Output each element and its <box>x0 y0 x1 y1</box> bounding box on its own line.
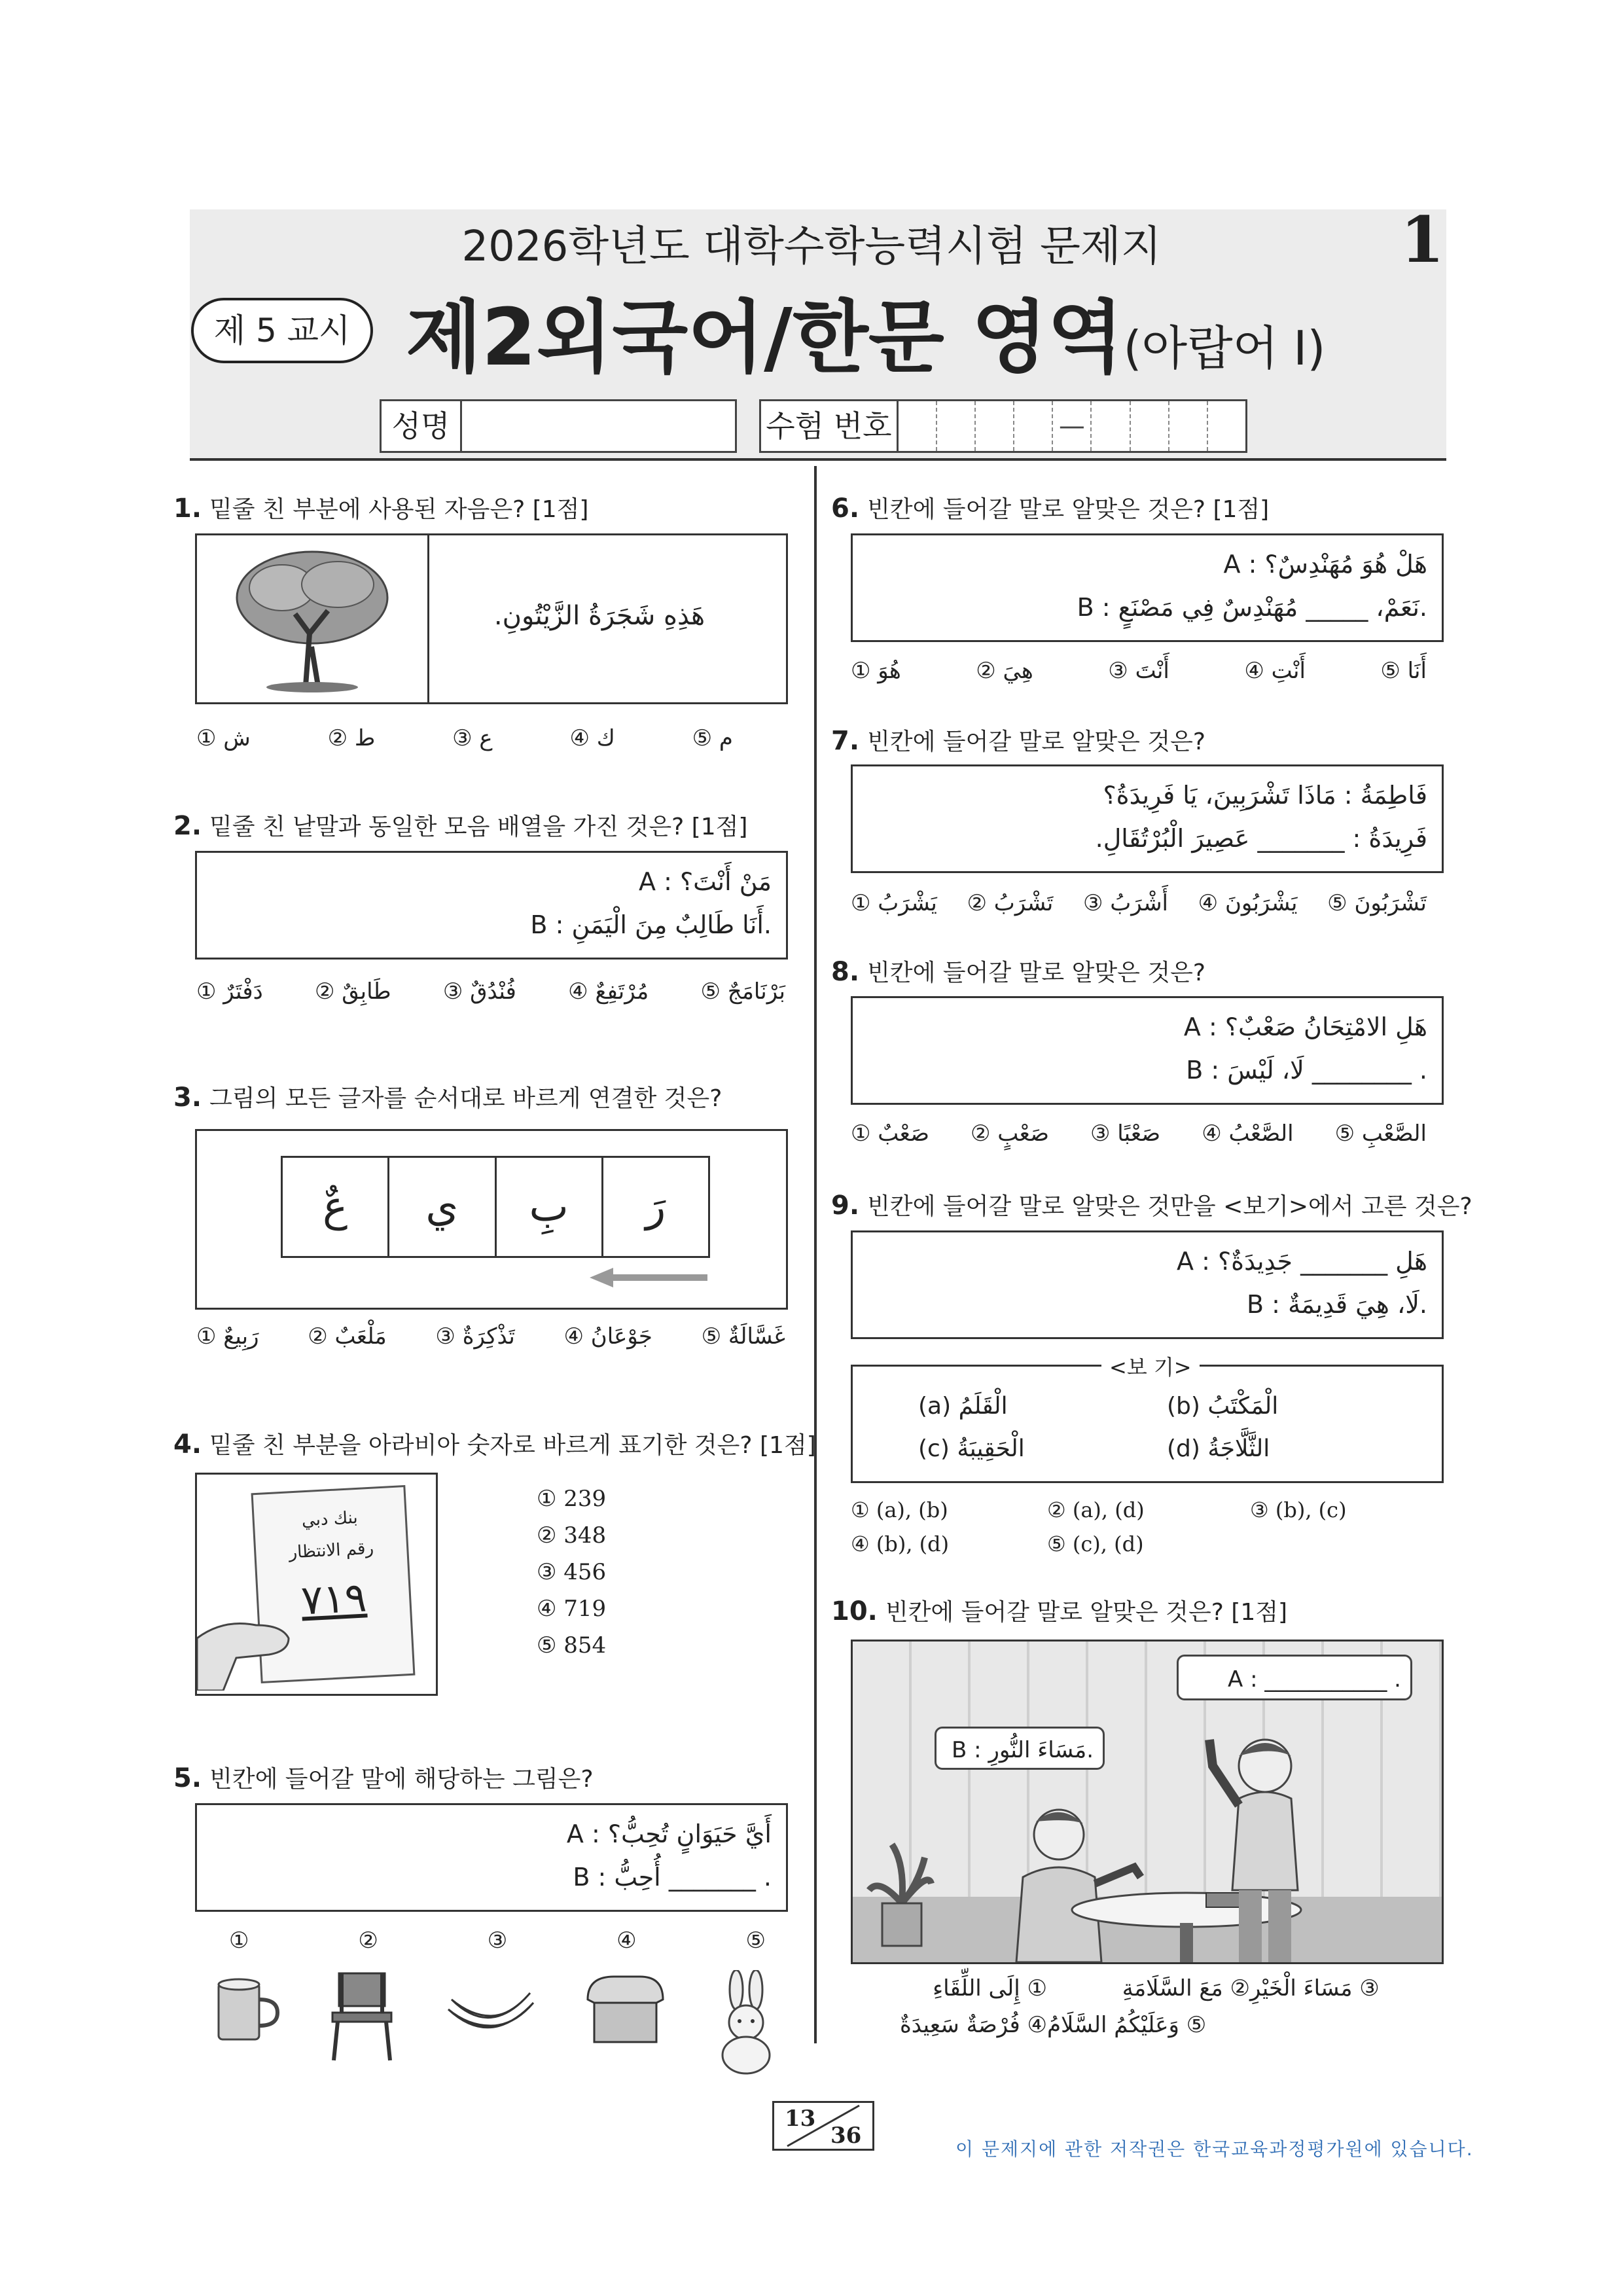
exam-title: 2026학년도 대학수학능력시험 문제지 <box>461 223 1162 271</box>
bread-icon[interactable] <box>578 1970 669 2049</box>
choice-2[interactable]: ② 348 <box>537 1522 607 1549</box>
choice-2[interactable]: ② ط <box>327 725 376 751</box>
digit-cell[interactable] <box>899 401 937 451</box>
question-1-choices <box>196 725 785 751</box>
choice-5[interactable]: ⑤ أَنَا <box>1380 658 1427 684</box>
question-5-text <box>173 1761 594 1794</box>
choice-5[interactable]: ⑤ (c), (d) <box>1047 1532 1144 1556</box>
question-8-choices <box>851 1121 1427 1147</box>
question-prompt: 밑줄 친 낱말과 동일한 모음 배열을 가진 것은? [1점] <box>209 814 748 840</box>
question-1-box <box>195 533 788 704</box>
question-10-choices <box>851 1975 1440 2038</box>
choice-1[interactable]: ① هُوَ <box>851 658 901 684</box>
choice-5[interactable]: ⑤ تَشْرَبُونَ <box>1327 890 1427 916</box>
question-number: 5. <box>173 1763 202 1793</box>
dialog-line-a: A : هَلْ هُوَ مُهَنْدِسٌ؟ <box>1223 550 1427 579</box>
question-number: 7. <box>831 726 860 756</box>
question-number: 2. <box>173 811 202 841</box>
arrow-left-icon <box>590 1265 707 1291</box>
choice-2[interactable]: ② مَعَ السَّلَامَةِ <box>1122 1975 1250 2001</box>
question-prompt: 빈칸에 들어갈 말로 알맞은 것만을 <보기>에서 고른 것은? <box>867 1193 1472 1220</box>
letter-cards <box>281 1156 710 1258</box>
bogi-title: <보 기> <box>1101 1351 1200 1381</box>
page-current: 13 <box>785 2106 816 2132</box>
question-number: 9. <box>831 1191 860 1221</box>
bogi-item-d: (d) الثَّلَّاجَةُ <box>1167 1435 1270 1462</box>
subject-sub: (아랍어 Ⅰ) <box>1123 321 1326 376</box>
question-prompt: 빈칸에 들어갈 말로 알맞은 것은? [1점] <box>867 496 1270 523</box>
choice-5[interactable]: ⑤ م <box>692 725 733 751</box>
question-9-choices <box>851 1498 1440 1556</box>
question-9-text <box>831 1188 1472 1221</box>
tree-image <box>197 535 429 702</box>
question-5-choice-numbers <box>229 1928 766 1954</box>
choice-3[interactable]: ③ تَذْكِرَةٌ <box>435 1323 515 1350</box>
mug-icon[interactable] <box>209 1970 281 2049</box>
choice-1[interactable]: ① رَبِيعٌ <box>196 1323 259 1350</box>
question-6-choices <box>851 658 1427 684</box>
dialog-line-a: فَاطِمَةُ : مَاذَا تَشْرَبِينَ، يَا فَرِيدَةُ؟ <box>1103 781 1427 810</box>
choice-3[interactable]: ③ مَسَاءَ الْخَيْرِ <box>1250 1975 1380 2001</box>
olive-tree-icon <box>197 535 427 702</box>
choice-4[interactable]: ④ 719 <box>537 1596 607 1622</box>
question-10-text <box>831 1594 1287 1627</box>
choice-1[interactable]: ① إِلَى اللِّقَاءِ <box>933 1975 1047 2001</box>
page-total: 36 <box>830 2123 862 2149</box>
bogi-item-a: (a) الْقَلَمُ <box>918 1393 1008 1420</box>
choice-1[interactable]: ① (a), (b) <box>851 1498 948 1522</box>
dialog-line-b: B : نَعَمْ، _____ مُهَنْدِسٌ فِي مَصْنَعٍ. <box>1077 593 1427 622</box>
exam-number-field[interactable] <box>759 399 1247 453</box>
q1-sentence: هَذِهِ شَجَرَةُ الزَّيْتُونِ. <box>493 601 705 631</box>
choice-5[interactable]: ⑤ <box>745 1928 766 1954</box>
page-number: 1 <box>1400 203 1444 277</box>
choice-4[interactable]: ④ ك <box>569 725 615 751</box>
choice-4[interactable]: ④ جَوْعَانُ <box>563 1323 652 1350</box>
digit-cell[interactable] <box>1014 401 1053 451</box>
copyright-notice: 이 문제지에 관한 저작권은 한국교육과정평가원에 있습니다. <box>955 2138 1474 2160</box>
student-waving-icon <box>1193 1727 1324 1962</box>
choice-5[interactable]: ⑤ وَعَلَيْكُمُ السَّلَامُ <box>1047 2012 1207 2038</box>
ticket-label: رقم الانتظار <box>288 1538 374 1563</box>
exam-number-label: 수험 번호 <box>761 401 899 451</box>
digit-cell[interactable] <box>937 401 976 451</box>
choice-1[interactable]: ① صَعْبٌ <box>851 1121 929 1147</box>
question-number: 10. <box>831 1596 878 1626</box>
question-prompt: 밑줄 친 부분을 아라비아 숫자로 바르게 표기한 것은? [1점] <box>209 1432 816 1459</box>
choice-1[interactable]: ① يَشْرَبُ <box>851 890 937 916</box>
question-prompt: 빈칸에 들어갈 말에 해당하는 그림은? <box>209 1766 594 1793</box>
choice-3[interactable]: ③ أَشْرَبُ <box>1083 890 1168 916</box>
question-2-choices <box>196 978 785 1005</box>
ticket-number: ٧١٩ <box>300 1573 368 1624</box>
question-5-box <box>195 1803 788 1912</box>
digit-cell[interactable] <box>1208 401 1245 451</box>
choice-4[interactable]: ④ <box>616 1928 637 1954</box>
speech-bubble-b: B : مَسَاءَ النُّورِ. <box>935 1727 1105 1770</box>
question-10-illustration <box>851 1640 1444 1964</box>
question-7-text <box>831 723 1205 757</box>
digit-cell[interactable] <box>1092 401 1130 451</box>
choice-3[interactable]: ③ <box>487 1928 508 1954</box>
choice-2[interactable]: ② مَلْعَبٌ <box>308 1323 387 1350</box>
letter-card: رَ <box>601 1158 708 1256</box>
ticket-image <box>195 1473 438 1696</box>
question-9-box <box>851 1230 1444 1339</box>
choice-5[interactable]: ⑤ 854 <box>537 1632 607 1659</box>
question-number: 1. <box>173 493 202 524</box>
letter-card: بِ <box>495 1158 601 1256</box>
ticket-bank: بنك دبي <box>301 1507 359 1531</box>
choice-1[interactable]: ① 239 <box>537 1486 607 1512</box>
speech-bubble-a: A : ___________ . <box>1177 1655 1412 1700</box>
choice-4[interactable]: ④ أَنْتِ <box>1244 658 1306 684</box>
subject-main: 제2외국어/한문 영역 <box>406 293 1124 384</box>
letter-card: عٌ <box>323 1183 348 1231</box>
dialog-line-b: B : أَنَا طَالِبٌ مِنَ الْيَمَنِ. <box>530 910 772 939</box>
question-2-box <box>195 851 788 960</box>
dialog-line-b: فَرِيدَةُ : _______ عَصِيرَ الْبُرْتُقَالِ. <box>1095 824 1427 853</box>
question-4-choices <box>537 1480 606 1664</box>
choice-1[interactable]: ① دَفْتَرٌ <box>196 978 263 1005</box>
subject-title <box>406 275 1325 387</box>
question-3-choices <box>196 1323 785 1350</box>
choice-2[interactable]: ② طَابِقٌ <box>315 978 391 1005</box>
dialog-line-b: B : لَا، هِيَ قَدِيمَةٌ. <box>1247 1290 1427 1319</box>
column-divider <box>814 466 817 2043</box>
question-number: 3. <box>173 1083 202 1113</box>
bogi-box <box>851 1355 1444 1483</box>
question-prompt: 빈칸에 들어갈 말로 알맞은 것은? <box>867 960 1206 986</box>
letter-card: ي <box>387 1158 494 1256</box>
choice-5[interactable]: ⑤ بَرْنَامَجٌ <box>700 978 785 1005</box>
exam-number-dash: — <box>1053 401 1092 451</box>
choice-3[interactable]: ③ فُنْدُقٌ <box>442 978 516 1005</box>
header-divider <box>190 458 1446 461</box>
question-3-text <box>173 1080 722 1113</box>
question-number: 6. <box>831 493 860 524</box>
rabbit-icon[interactable] <box>707 1970 785 2075</box>
question-2-text <box>173 808 747 842</box>
choice-4[interactable]: ④ فُرْصَةٌ سَعِيدَةٌ <box>899 2012 1047 2038</box>
choice-2[interactable]: ② هِيَ <box>976 658 1033 684</box>
digit-cell[interactable] <box>1131 401 1169 451</box>
question-prompt: 빈칸에 들어갈 말로 알맞은 것은? <box>867 728 1206 755</box>
question-4-text <box>173 1427 816 1460</box>
question-1-text <box>173 491 588 524</box>
plant-icon <box>866 1838 938 1949</box>
question-number: 8. <box>831 957 860 987</box>
question-3-box <box>195 1129 788 1310</box>
bogi-item-b: (b) الْمَكْتَبُ <box>1167 1393 1279 1420</box>
choice-2[interactable]: ② (a), (d) <box>1047 1498 1145 1522</box>
choice-1[interactable]: ① ش <box>196 725 251 751</box>
choice-2[interactable]: ② صَعْبٍ <box>970 1121 1049 1147</box>
choice-4[interactable]: ④ يَشْرَبُونَ <box>1198 890 1298 916</box>
choice-2[interactable]: ② تَشْرَبُ <box>967 890 1054 916</box>
question-prompt: 그림의 모든 글자를 순서대로 바르게 연결한 것은? <box>209 1085 722 1112</box>
dialog-line-a: A : أَيَّ حَيَوَانٍ تُحِبُّ؟ <box>566 1820 772 1848</box>
question-7-choices <box>851 890 1427 916</box>
choice-4[interactable]: ④ مُرْتَفِعٌ <box>568 978 649 1005</box>
question-prompt: 밑줄 친 부분에 사용된 자음은? [1점] <box>209 496 589 523</box>
question-8-text <box>831 954 1205 988</box>
choice-3[interactable]: ③ 456 <box>537 1559 607 1585</box>
question-prompt: 빈칸에 들어갈 말로 알맞은 것은? [1점] <box>885 1599 1288 1626</box>
choice-3[interactable]: ③ أَنْتَ <box>1108 658 1169 684</box>
question-6-box <box>851 533 1444 642</box>
name-field[interactable] <box>380 399 737 453</box>
choice-4[interactable]: ④ (b), (d) <box>851 1532 950 1556</box>
digit-cell[interactable] <box>976 401 1014 451</box>
choice-4[interactable]: ④ الصَّعْبُ <box>1202 1121 1294 1147</box>
choice-3[interactable]: ③ (b), (c) <box>1250 1498 1347 1522</box>
question-8-box <box>851 996 1444 1105</box>
dialog-line-a: A : هَلِ _______ جَدِيدَةٌ؟ <box>1177 1247 1427 1276</box>
choice-3[interactable]: ③ صَعْبًا <box>1090 1121 1161 1147</box>
choice-5[interactable]: ⑤ الصَّعْبِ <box>1334 1121 1427 1147</box>
period-badge: 제 5 교시 <box>191 298 373 363</box>
question-6-text <box>831 491 1269 524</box>
hand-icon <box>197 1592 302 1691</box>
choice-2[interactable]: ② <box>358 1928 378 1954</box>
page-counter <box>772 2101 874 2151</box>
choice-3[interactable]: ③ ع <box>452 725 493 751</box>
choice-5[interactable]: ⑤ غَسَّالَةٌ <box>701 1323 785 1350</box>
question-7-box <box>851 764 1444 873</box>
choice-1[interactable]: ① <box>229 1928 249 1954</box>
dialog-line-a: A : مَنْ أَنْتَ؟ <box>639 867 772 896</box>
question-5-images <box>209 1970 785 2075</box>
name-label: 성명 <box>382 401 462 451</box>
dialog-line-a: A : هَلِ الامْتِحَانُ صَعْبٌ؟ <box>1183 1013 1427 1041</box>
chair-icon[interactable] <box>319 1970 404 2062</box>
dialog-line-b: B : أُحِبُّ _______ . <box>573 1863 772 1892</box>
banana-icon[interactable] <box>442 1970 540 2049</box>
question-number: 4. <box>173 1429 202 1460</box>
dialog-line-b: B : لَا، لَيْسَ ________ . <box>1186 1056 1427 1085</box>
digit-cell[interactable] <box>1169 401 1208 451</box>
bogi-item-c: (c) الْحَقِيبَةُ <box>918 1435 1025 1462</box>
